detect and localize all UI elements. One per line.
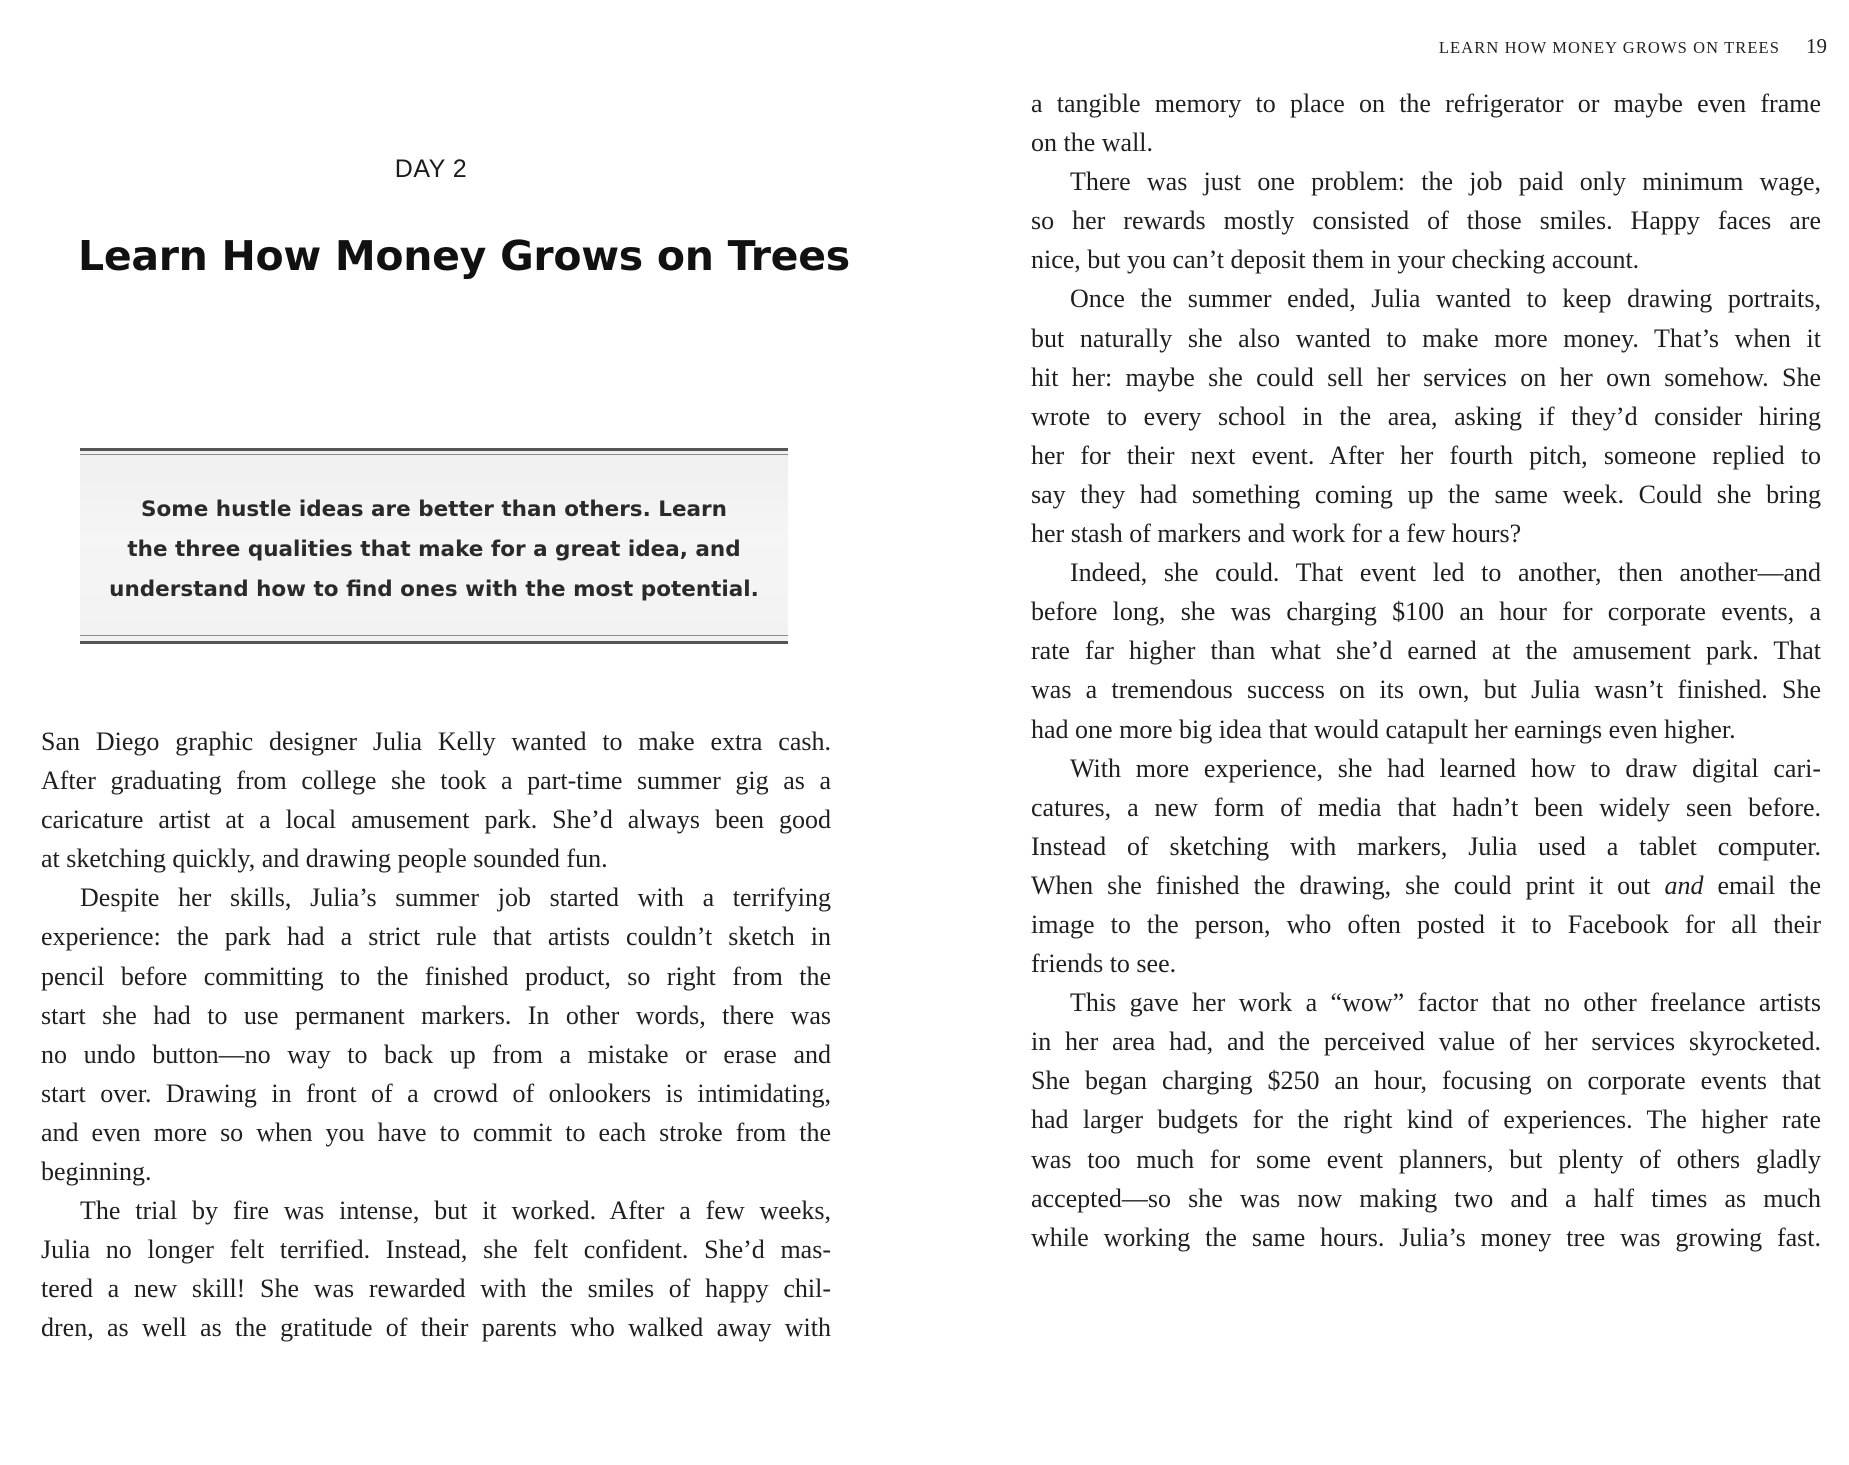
left-body-text: [41, 722, 831, 1348]
body-line: She began charging $250 an hour, focusing on corporate events that: [1031, 1066, 1821, 1096]
body-line: experience: the park had a strict rule that artists couldn’t sketch in: [41, 922, 831, 952]
body-line-part: email the: [1703, 870, 1822, 900]
body-line: With more experience, she had learned how to draw digital cari-: [1070, 753, 1821, 783]
body-line: The trial by fire was intense, but it worked. After a few weeks,: [80, 1196, 831, 1226]
epigraph-line: the three qualities that make for a great idea, and: [127, 537, 741, 562]
epigraph-top-rule: [80, 448, 788, 451]
right-body-text: [1031, 84, 1821, 1257]
body-line: start over. Drawing in front of a crowd of onlookers is intimidating,: [41, 1078, 831, 1108]
body-line: and even more so when you have to commit to each stroke from the: [41, 1117, 831, 1147]
body-line: her for their next event. After her fourth pitch, someone replied to: [1031, 440, 1821, 470]
body-line: at sketching quickly, and drawing people sounded fun.: [41, 844, 608, 874]
body-line: so her rewards mostly consisted of those smiles. Happy faces are: [1031, 206, 1821, 236]
body-line: no undo button—no way to back up from a mistake or erase and: [41, 1039, 831, 1069]
epigraph-line: Some hustle ideas are better than others. Learn: [141, 497, 727, 522]
day-label: DAY 2: [394, 155, 468, 183]
running-head: [1439, 34, 1827, 59]
body-line-mixed: [1031, 866, 1821, 905]
body-line: a tangible memory to place on the refrigerator or maybe even frame: [1031, 89, 1821, 118]
body-line: There was just one problem: the job paid only minimum wage,: [1070, 167, 1821, 197]
epigraph-box: [80, 448, 788, 644]
body-line: catures, a new form of media that hadn’t been widely seen before.: [1031, 792, 1821, 822]
body-line: friends to see.: [1031, 949, 1177, 979]
body-line: before long, she was charging $100 an hour for corporate events, a: [1031, 597, 1821, 627]
body-line: This gave her work a “wow” factor that no other freelance artists: [1070, 988, 1821, 1018]
left-page: [0, 0, 900, 1465]
body-line: San Diego graphic designer Julia Kelly wanted to make extra cash.: [41, 727, 831, 756]
chapter-title: Learn How Money Grows on Trees: [78, 232, 850, 280]
body-line: was a tremendous success on its own, but Julia wasn’t finished. She: [1031, 675, 1821, 705]
body-line: was too much for some event planners, but plenty of others gladly: [1031, 1144, 1821, 1174]
body-line-part: When she finished the drawing, she could print it out: [1031, 870, 1651, 900]
running-title: LEARN HOW MONEY GROWS ON TREES: [1438, 38, 1780, 57]
epigraph-text: [80, 490, 788, 610]
body-line: had one more big idea that would catapult her earnings even higher.: [1031, 714, 1736, 744]
page-number: 19: [1806, 34, 1827, 58]
body-line: her stash of markers and work for a few hours?: [1031, 519, 1522, 549]
body-line: caricature artist at a local amusement park. She’d always been good: [41, 805, 831, 835]
body-line: beginning.: [41, 1157, 152, 1187]
body-line: on the wall.: [1031, 128, 1154, 158]
body-line: say they had something coming up the same week. Could she bring: [1031, 479, 1821, 509]
epigraph-bottom-rule: [80, 641, 788, 644]
body-line: start she had to use permanent markers. In other words, there was: [41, 1000, 831, 1030]
body-line: image to the person, who often posted it to Facebook for all their: [1031, 909, 1821, 939]
right-page: [1000, 0, 1849, 1465]
body-line: Indeed, she could. That event led to another, then another—and: [1070, 558, 1821, 588]
body-line: Once the summer ended, Julia wanted to keep drawing portraits,: [1070, 284, 1821, 314]
body-line: pencil before committing to the finished product, so right from the: [41, 961, 831, 991]
body-line: while working the same hours. Julia’s money tree was growing fast.: [1031, 1222, 1821, 1252]
body-line: Julia no longer felt terrified. Instead, she felt confident. She’d mas-: [41, 1235, 831, 1265]
body-line: dren, as well as the gratitude of their parents who walked away with: [41, 1313, 831, 1343]
epigraph-line: understand how to find ones with the most potential.: [109, 577, 759, 602]
body-line: nice, but you can’t deposit them in your checking account.: [1031, 245, 1640, 275]
body-line: hit her: maybe she could sell her services on her own somehow. She: [1031, 362, 1821, 392]
body-line: tered a new skill! She was rewarded with the smiles of happy chil-: [41, 1274, 831, 1304]
body-line: rate far higher than what she’d earned at the amusement park. That: [1031, 636, 1821, 666]
body-line: but naturally she also wanted to make more money. That’s when it: [1031, 323, 1821, 353]
body-line: accepted—so she was now making two and a half times as much: [1031, 1183, 1821, 1213]
body-line: Instead of sketching with markers, Julia used a tablet computer.: [1031, 831, 1821, 861]
body-line: had larger budgets for the right kind of experiences. The higher rate: [1031, 1105, 1821, 1135]
emphasis-word: and: [1664, 870, 1704, 900]
body-line: wrote to every school in the area, asking if they’d consider hiring: [1031, 401, 1821, 431]
body-line: in her area had, and the perceived value of her services skyrocketed.: [1031, 1027, 1821, 1057]
body-line: After graduating from college she took a part-time summer gig as a: [41, 766, 831, 796]
body-line: Despite her skills, Julia’s summer job started with a terrifying: [80, 883, 831, 913]
